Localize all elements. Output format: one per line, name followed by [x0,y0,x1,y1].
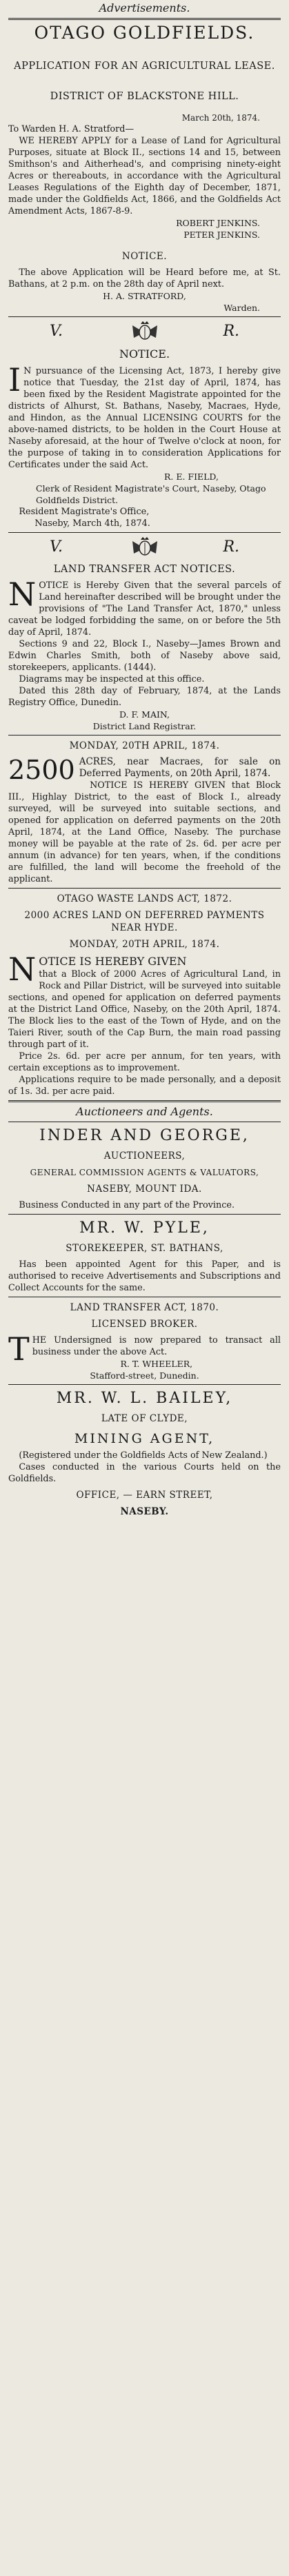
ad-line: MINING AGENT, [74,1431,215,1446]
crest-letter-r: R. [223,538,239,556]
ad-line: GENERAL COMMISSION AGENTS & VALUATORS, [30,1168,259,1177]
ad-subtitle: LICENSED BROKER. [91,1319,198,1330]
crest-letter-v: V. [50,323,63,340]
ad-title: MR. W. L. BAILEY, [56,1390,233,1407]
crest-letter-r: R. [223,323,239,340]
ad-title: MR. W. PYLE, [79,1219,210,1237]
ad-signature-role: Warden. [223,303,260,313]
ad-town: NASEBY. [120,1506,169,1517]
ad-waste-lands [8,893,281,1097]
ad-bailey [8,1389,281,1518]
divider [8,1384,281,1385]
divider [8,888,281,889]
ad-title: OTAGO WASTE LANDS ACT, 1872. [57,893,232,904]
ad-title: OTAGO GOLDFIELDS. [34,23,255,43]
ad-body: that a Block of 2000 Acres of Agricultural Land, in Rock and Pillar District, will be surveyed into suitable sections, and opened for application on deferred payments at the District Land Office, Naseby, on the 20th April, 1874. The Block lies to the east of the Town of Hyde, and on the Taieri River, south of the Cap Burn, the main road passing through part of it. [8,969,281,1050]
royal-coat-of-arms-icon [130,320,160,342]
ad-subtitle: APPLICATION FOR AN AGRICULTURAL LEASE. [14,61,275,72]
ad-signature-role: Clerk of Resident Magistrate's Court, Naseby, Otago Goldfields District. [36,483,266,505]
ad-headline: ACRES, near Macraes, for sale on Deferred Payments, on 20th April, 1874. [79,756,281,779]
ad-wheeler [8,1301,281,1381]
ad-notice-body: The above Application will be Heard before me, at St. Bathans, at 2 p.m. on the 28th day of April next. [8,267,281,290]
ad-footer: Resident Magistrate's Office, [19,507,150,517]
ad-title: LAND TRANSFER ACT, 1870. [70,1302,219,1313]
ad-body: Business Conducted in any part of the Province. [19,1200,235,1210]
ad-signature-role: Stafford-street, Dunedin. [90,1370,199,1381]
ad-footer: Naseby, March 4th, 1874. [34,518,150,529]
ad-diagrams: Diagrams may be inspected at this office. [19,674,205,684]
ad-signature: PETER JENKINS. [183,230,260,240]
ad-sections: Sections 9 and 22, Block I., Naseby—James Brown and Edwin Charles Smith, both of Naseby above said, storekeepers, applicants. (1444). [8,639,281,673]
ad-date: MONDAY, 20TH APRIL, 1874. [69,740,220,751]
section-masthead: Auctioneers and Agents. [76,1105,213,1118]
masthead: Advertisements. [99,1,190,14]
crest-row [8,536,281,559]
ad-body: OTICE is Hereby Given that the several parcels of Land hereinafter described will be brought under the provisions of "The Land Transfer Act, 1870," unless caveat be lodged forbidding the same, on or before the 5th day of April, 1874. [8,580,281,638]
drop-number: 2500 [8,755,75,785]
ad-signature: R. T. WHEELER, [120,1359,193,1369]
ad-office: OFFICE, — EARN STREET, [76,1490,213,1501]
divider [8,1100,281,1102]
crest-letter-v: V. [50,538,63,556]
ad-body: WE HEREBY APPLY for a Lease of Land for Agricultural Purposes, situate at Block II., sections 14 and 15, between Smithson's and Aitherhead's, and comprising ninety-eight Acres or thereabouts, in accordance with the Agricultural Leases Regulations of the Eighth day of December, 1871, made under the Goldfields Act, 1866, and the Goldfields Act Amendment Acts, 1867-8-9. [8,136,281,216]
ad-line: NASEBY, MOUNT IDA. [87,1184,202,1195]
drop-cap: I [8,361,21,398]
ad-signature: ROBERT JENKINS. [176,218,260,228]
ad-title: NOTICE. [119,347,170,361]
drop-cap: N [8,576,37,613]
divider [8,532,281,533]
ad-notice-heading: NOTICE. [121,251,168,262]
ad-addressee: To Warden H. A. Stratford— [8,124,134,134]
ad-land-transfer [8,563,281,732]
ad-date: MONDAY, 20TH APRIL, 1874. [69,939,220,950]
ad-applications: Applications require to be made personally, and a deposit of 1s. 3d. per acre paid. [8,1075,281,1097]
ad-inder-george [8,1105,281,1211]
drop-cap: N [8,951,37,988]
ad-title: INDER AND GEORGE, [39,1127,250,1144]
ad-body: Has been appointed Agent for this Paper, and is authorised to receive Advertisements and Subscriptions and Collect Accounts for the same. [8,1259,281,1293]
ad-body: (Registered under the Goldfields Acts of New Zealand.) [19,1450,268,1461]
ad-agricultural-lease [8,23,281,314]
ad-line: STOREKEEPER, ST. BATHANS, [66,1243,223,1254]
ad-body: HE Undersigned is now prepared to transact all business under the above Act. [32,1335,281,1357]
ad-dated: Dated this 28th day of February, 1874, at the Lands Registry Office, Dunedin. [8,686,281,708]
divider [8,1214,281,1215]
ad-body: N pursuance of the Licensing Act, 1873, I hereby give notice that Tuesday, the 21st day of April, 1874, has been fixed by the Resident Magistrate appointed for the districts of Alhurst, St. Bathans, Naseby, Macraes, Hyde, and Hindon, as the Annual LICENSING COURTS for the above-named districts, to be holden in the Court House at Naseby aforesaid, at the hour of Twelve o'clock at noon, for the purpose of taking in to consideration Applications for Certificates under the said Act. [8,366,281,470]
ad-head: OTICE IS HEREBY GIVEN [39,955,187,968]
divider [8,316,281,317]
royal-coat-of-arms-icon [130,536,160,558]
ad-signature: D. F. MAIN, [119,709,170,720]
ad-signature-role: District Land Registrar. [92,721,197,731]
ad-licensing-notice [8,347,281,529]
divider [8,18,281,20]
ad-title: LAND TRANSFER ACT NOTICES. [53,564,236,575]
ad-signature: R. E. FIELD, [163,471,219,482]
crest-row [8,320,281,343]
divider [8,735,281,736]
drop-cap: T [8,1330,30,1368]
ad-line: LATE OF CLYDE, [101,1413,188,1424]
ad-pyle [8,1219,281,1294]
ad-body: Cases conducted in the various Courts held on the Goldfields. [8,1462,281,1484]
ad-line: AUCTIONEERS, [103,1150,186,1162]
ad-date: March 20th, 1874. [181,113,260,123]
ad-body: NOTICE IS HEREBY GIVEN that Block III., Highlay District, to the east of Block I., already surveyed, will be surveyed into suitable sections, and opened for application on deferred payments on the 20th April, 1874, at the Land Office, Naseby. The purchase money will be payable at the rate of 2s. 6d. per acre per annum (in advance) for ten years, when, if the conditions are fulfilled, the land will become the freehold of the applicant. [8,780,281,884]
ad-2500-acres [8,740,281,885]
ad-signature: H. A. STRATFORD, [103,291,186,301]
ad-subtitle: 2000 ACRES LAND ON DEFERRED PAYMENTS NEAR HYDE. [24,910,265,933]
ad-district: DISTRICT OF BLACKSTONE HILL. [50,91,239,102]
ad-price: Price 2s. 6d. per acre per annum, for ten years, with certain exceptions as to improvement. [8,1051,281,1073]
